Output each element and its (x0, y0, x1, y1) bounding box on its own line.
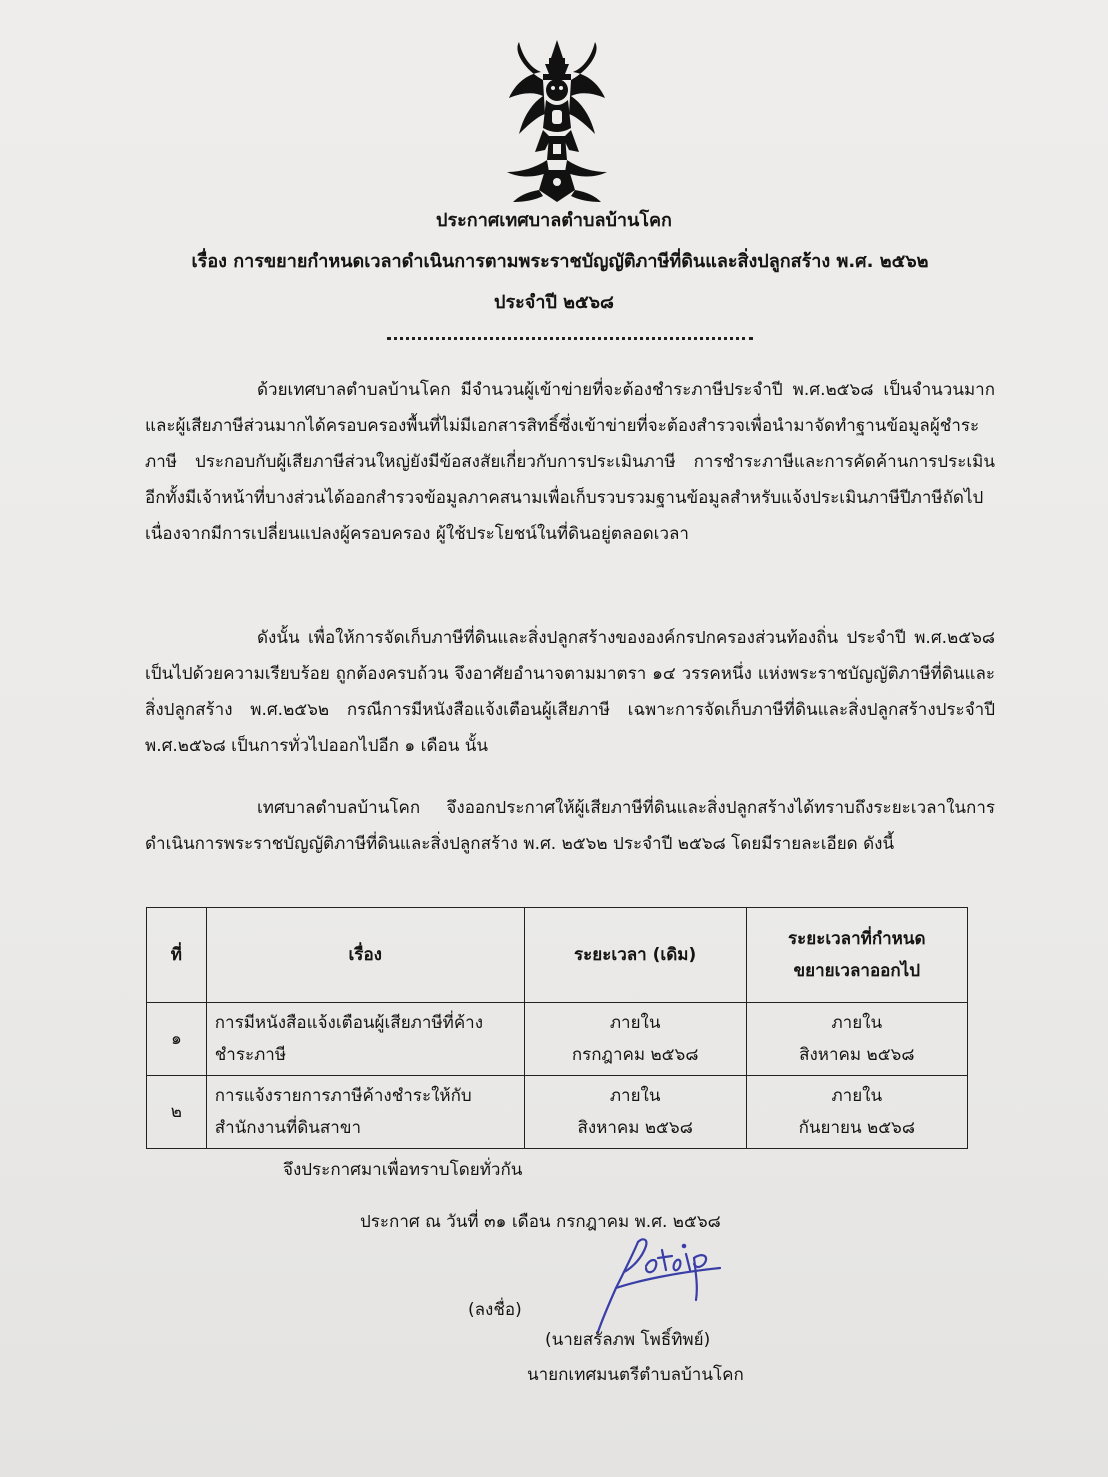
header-original-period: ระยะเวลา (เดิม) (524, 908, 746, 1003)
table-header-row (147, 908, 968, 1003)
row-original-line-1: ภายใน (609, 1013, 661, 1033)
header-extended-line-1: ระยะเวลาที่กำหนด (787, 929, 926, 949)
closing-statement: จึงประกาศมาเพื่อทราบโดยทั่วกัน (283, 1160, 523, 1180)
announcement-subject: เรื่อง การขยายกำหนดเวลาดำเนินการตามพระราชบัญญัติภาษีที่ดินและสิ่งปลูกสร้าง พ.ศ. ๒๕๖๒ (191, 251, 929, 272)
paragraph-notice: เทศบาลตำบลบ้านโคก จึงออกประกาศให้ผู้เสียภาษีที่ดินและสิ่งปลูกสร้างได้ทราบถึงระยะเวลาในการดำเนินการพระราชบัญญัติภาษีที่ดินและสิ่งปลูกสร้าง พ.ศ. ๒๕๖๒ ประจำปี ๒๕๖๘ โดยมีรายละเอียด ดังนี้ (145, 798, 995, 854)
row-original-line-2: กรกฎาคม ๒๕๖๘ (571, 1045, 699, 1065)
announcement-year: ประจำปี ๒๕๖๘ (494, 292, 614, 313)
signed-label: (ลงชื่อ) (468, 1300, 522, 1320)
row-original-period (524, 1003, 746, 1076)
signer-position: นายกเทศมนตรีตำบลบ้านโคก (527, 1365, 744, 1385)
row-original-line-2: สิงหาคม ๒๕๖๘ (577, 1118, 693, 1138)
row-subject: การแจ้งรายการภาษีค้างชำระให้กับสำนักงานที่ดินสาขา (206, 1076, 524, 1149)
handwritten-signature-icon (580, 1228, 740, 1338)
row-no: ๒ (147, 1076, 207, 1149)
schedule-table (146, 907, 968, 1149)
header-extended-period (746, 908, 967, 1003)
signer-name: (นายสรัลภพ โพธิ์ทิพย์) (545, 1330, 711, 1350)
row-subject: การมีหนังสือแจ้งเตือนผู้เสียภาษีที่ค้างชำระภาษี (206, 1003, 524, 1076)
announcement-title: ประกาศเทศบาลตำบลบ้านโคก (436, 210, 672, 231)
row-extended-period (746, 1003, 967, 1076)
row-no: ๑ (147, 1003, 207, 1076)
announcement-date: ประกาศ ณ วันที่ ๓๑ เดือน กรกฎาคม พ.ศ. ๒๕๖๘ (360, 1212, 721, 1232)
row-extended-line-1: ภายใน (831, 1086, 883, 1106)
header-no: ที่ (147, 908, 207, 1003)
header-subject: เรื่อง (206, 908, 524, 1003)
row-extended-line-2: สิงหาคม ๒๕๖๘ (799, 1045, 915, 1065)
dotted-separator (387, 337, 753, 340)
row-extended-line-2: กันยายน ๒๕๖๘ (798, 1118, 915, 1138)
row-extended-period (746, 1076, 967, 1149)
row-original-line-1: ภายใน (609, 1086, 661, 1106)
table-row (147, 1076, 968, 1149)
table-row (147, 1003, 968, 1076)
paragraph-authority: ดังนั้น เพื่อให้การจัดเก็บภาษีที่ดินและสิ่งปลูกสร้างขององค์กรปกครองส่วนท้องถิ่น ประจำปี พ.ศ.๒๕๖๘ เป็นไปด้วยความเรียบร้อย ถูกต้องครบถ้วน จึงอาศัยอำนาจตามมาตรา ๑๔ วรรคหนึ่ง แห่งพระราชบัญญัติภาษีที่ดินและสิ่งปลูกสร้าง พ.ศ.๒๕๖๒ กรณีการมีหนังสือแจ้งเตือนผู้เสียภาษี เฉพาะการจัดเก็บภาษีที่ดินและสิ่งปลูกสร้างประจำปี พ.ศ.๒๕๖๘ เป็นการทั่วไปออกไปอีก ๑ เดือน นั้น (145, 628, 995, 756)
row-extended-line-1: ภายใน (831, 1013, 883, 1033)
row-original-period (524, 1076, 746, 1149)
garuda-emblem-icon (505, 40, 610, 205)
header-extended-line-2: ขยายเวลาออกไป (793, 961, 920, 981)
paragraph-reason: ด้วยเทศบาลตำบลบ้านโคก มีจำนวนผู้เข้าข่ายที่จะต้องชำระภาษีประจำปี พ.ศ.๒๕๖๘ เป็นจำนวนมาก และผู้เสียภาษีส่วนมากได้ครอบครองพื้นที่ไม่มีเอกสารสิทธิ์ซึ่งเข้าข่ายที่จะต้องสำรวจเพื่อนำมาจัดทำฐานข้อมูลผู้ชำระภาษี ประกอบกับผู้เสียภาษีส่วนใหญ่ยังมีข้อสงสัยเกี่ยวกับการประเมินภาษี การชำระภาษีและการคัดค้านการประเมิน อีกทั้งมีเจ้าหน้าที่บางส่วนได้ออกสำรวจข้อมูลภาคสนามเพื่อเก็บรวบรวมฐานข้อมูลสำหรับแจ้งประเมินภาษีปีภาษีถัดไป เนื่องจากมีการเปลี่ยนแปลงผู้ครอบครอง ผู้ใช้ประโยชน์ในที่ดินอยู่ตลอดเวลา (145, 380, 995, 544)
